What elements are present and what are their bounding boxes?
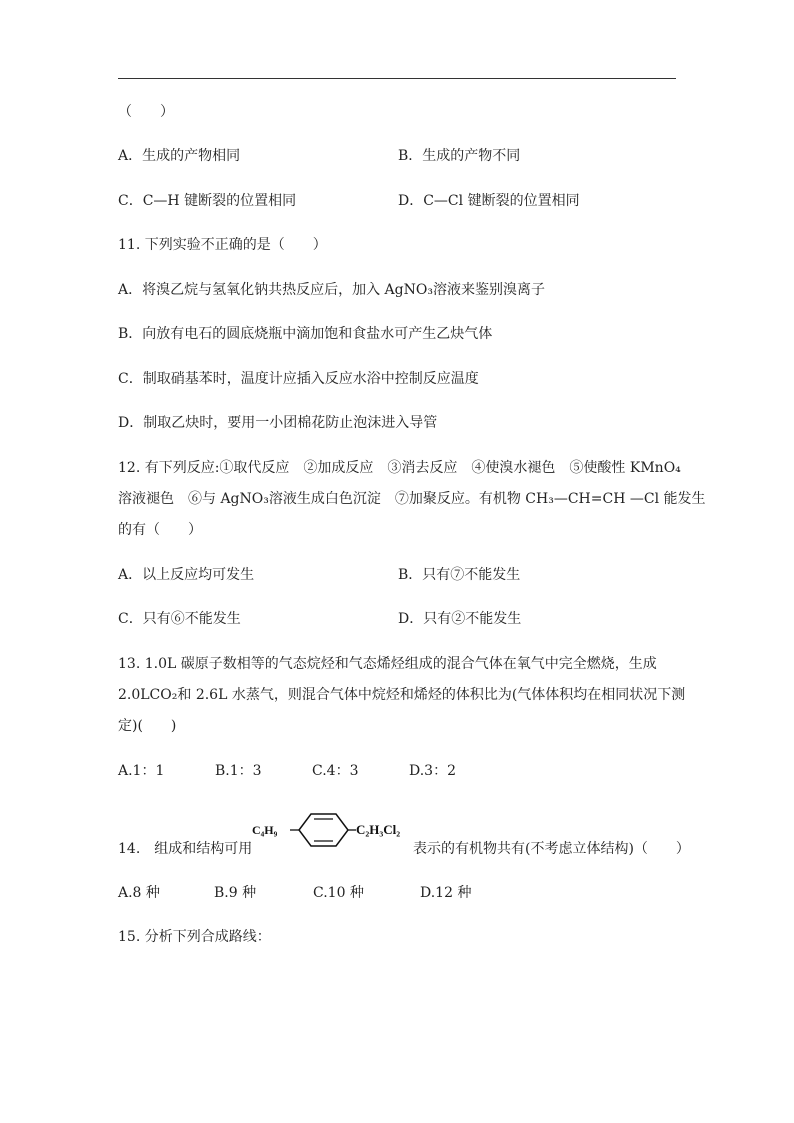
q12-stem-line2: 溶液褪色 ⑥与 AgNO₃溶液生成白色沉淀 ⑦加聚反应。有机物 CH₃—CH=CH —Cl 能发生 — [118, 491, 706, 507]
q12-option-d: D．只有②不能发生 — [398, 611, 522, 627]
q14-option-d: D.12 种 — [420, 885, 472, 901]
q12-option-a: A．以上反应均可发生 — [118, 567, 255, 583]
q11-option-d: D．制取乙炔时，要用一小团棉花防止泡沫进入导管 — [118, 415, 438, 431]
q13-options — [118, 762, 506, 780]
q15-stem: 15. 分析下列合成路线： — [118, 929, 271, 945]
header-rule — [118, 78, 676, 79]
q14-stem-before: 14. 组成和结构可用 — [118, 841, 253, 857]
q11-stem: 11. 下列实验不正确的是（ ） — [118, 237, 327, 253]
q10-option-c: C．C—H 键断裂的位置相同 — [118, 193, 297, 209]
q11-option-c: C．制取硝基苯时，温度计应插入反应水浴中控制反应温度 — [118, 371, 479, 387]
q13-stem-line2: 2.0LCO₂和 2.6L 水蒸气，则混合气体中烷烃和烯烃的体积比为(气体体积均在相同状况下测 — [118, 687, 686, 703]
q10-answer-bracket: （ ） — [118, 104, 174, 120]
q14-stem-after: 表示的有机物共有(不考虑立体结构)（ ） — [413, 841, 690, 857]
q10-option-b: B．生成的产物不同 — [398, 148, 521, 164]
q14-option-a: A.8 种 — [118, 885, 160, 901]
q10-option-a: A．生成的产物相同 — [118, 148, 241, 164]
q13-option-d: D.3：2 — [409, 763, 456, 779]
q12-stem-line3: 的有（ ） — [118, 522, 202, 538]
q12-stem-line1: 12. 有下列反应:①取代反应 ②加成反应 ③消去反应 ④使溴水褪色 ⑤使酸性 KMnO₄ — [118, 460, 681, 476]
q11-option-a: A．将溴乙烷与氢氧化钠共热反应后，加入 AgNO₃溶液来鉴别溴离子 — [118, 282, 545, 298]
structural-formula — [250, 812, 415, 856]
q11-option-b: B．向放有电石的圆底烧瓶中滴加饱和食盐水可产生乙炔气体 — [118, 326, 493, 342]
q13-stem-line1: 13. 1.0L 碳原子数相等的气态烷烃和气态烯烃组成的混合气体在氧气中完全燃烧，生成 — [118, 656, 657, 672]
q13-option-a: A.1：1 — [118, 763, 165, 779]
right-substituent-label: C₂H₃Cl₂ — [356, 822, 401, 837]
q13-option-c: C.4：3 — [312, 763, 359, 779]
left-substituent-label: C₄H₉ — [252, 823, 278, 837]
q14-option-b: B.9 种 — [214, 885, 257, 901]
q12-option-b: B．只有⑦不能发生 — [398, 567, 521, 583]
q13-stem-line3: 定)( ) — [118, 718, 177, 734]
q13-option-b: B.1：3 — [215, 763, 262, 779]
q14-option-c: C.10 种 — [313, 885, 364, 901]
q12-option-c: C．只有⑥不能发生 — [118, 611, 241, 627]
q10-option-d: D．C—Cl 键断裂的位置相同 — [398, 193, 580, 209]
